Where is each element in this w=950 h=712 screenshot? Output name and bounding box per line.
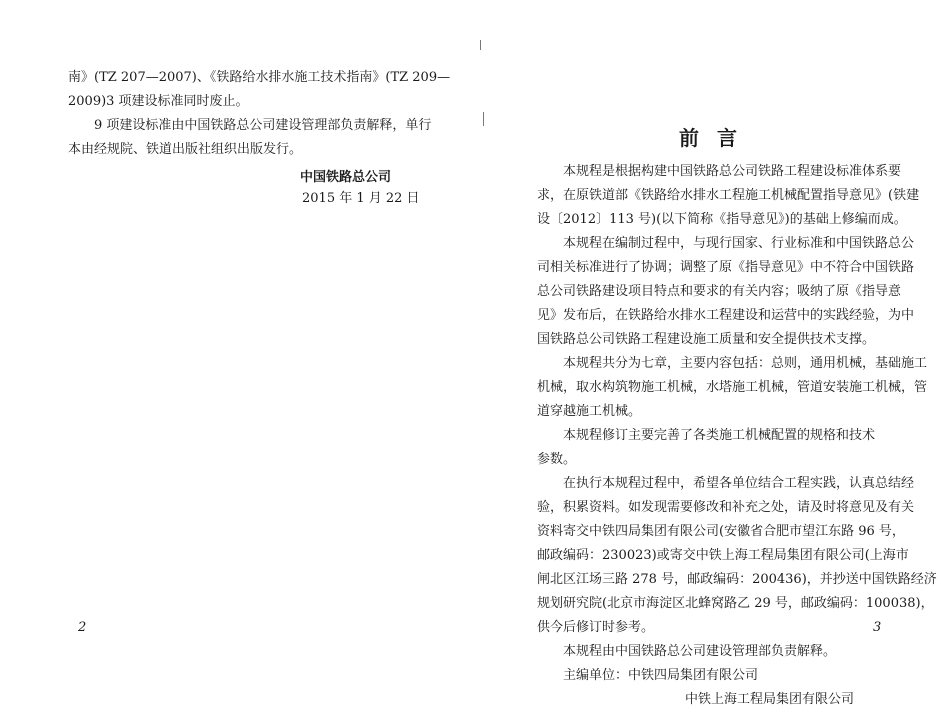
left-page-body: [68, 66, 451, 162]
body-line: 2009)3 项建设标准同时废止。: [68, 94, 249, 109]
body-line: 设〔2012〕113 号)(以下简称《指导意见》)的基础上修编而成。: [537, 212, 907, 227]
issue-date: 2015 年 1 月 22 日: [302, 191, 420, 206]
right-page-body: [537, 160, 937, 712]
page-number-left: 2: [78, 620, 87, 635]
body-line: 司相关标准进行了协调；调整了原《指导意见》中不符合中国铁路: [537, 260, 915, 275]
body-line: 机械，取水构筑物施工机械，水塔施工机械，管道安装施工机械，管: [537, 380, 928, 395]
body-line: 资料寄交中铁四局集团有限公司(安徽省合肥市望江东路 96 号，: [537, 524, 905, 539]
body-line: 南》(TZ 207—2007)、《铁路给水排水施工技术指南》(TZ 209—: [68, 70, 451, 85]
body-line: 本由经规院、铁道出版社组织出版发行。: [68, 142, 303, 157]
right-page: [475, 0, 950, 707]
body-line: 本规程是根据构建中国铁路总公司铁路工程建设标准体系要: [563, 164, 902, 179]
body-line: 国铁路总公司铁路工程建设施工质量和安全提供技术支撑。: [537, 332, 876, 347]
body-line: 验，积累资料。如发现需要修改和补充之处，请及时将意见及有关: [537, 500, 915, 515]
body-line: 本规程在编制过程中，与现行国家、行业标准和中国铁路总公: [563, 236, 915, 251]
chief-editor-line-2: 中铁上海工程局集团有限公司: [685, 692, 855, 707]
body-line: 本规程修订主要完善了各类施工机械配置的规格和技术: [563, 428, 876, 443]
body-line: 总公司铁路建设项目特点和要求的有关内容；吸纳了原《指导意: [537, 284, 902, 299]
page-title: 前言: [679, 126, 755, 150]
body-line: 求，在原铁道部《铁路给水排水工程施工机械配置指导意见》(铁建: [537, 188, 920, 203]
left-page: [0, 0, 475, 685]
chief-editor-line: 主编单位：中铁四局集团有限公司: [563, 668, 759, 683]
body-line: 本规程由中国铁路总公司建设管理部负责解释。: [563, 644, 837, 659]
body-line: 邮政编码：230023)或寄交中铁上海工程局集团有限公司(上海市: [537, 548, 909, 563]
body-line: 见》发布后，在铁路给水排水工程建设和运营中的实践经验，为中: [537, 308, 915, 323]
body-line: 闸北区江场三路 278 号，邮政编码：200436)，并抄送中国铁路经济: [537, 572, 937, 587]
page-number-right: 3: [873, 620, 882, 635]
body-line: 道穿越施工机械。: [537, 404, 642, 419]
body-line: 9 项建设标准由中国铁路总公司建设管理部负责解释，单行: [94, 118, 432, 133]
issuer-name: 中国铁路总公司: [300, 170, 392, 185]
body-line: 在执行本规程过程中，希望各单位结合工程实践，认真总结经: [563, 476, 915, 491]
body-line: 供今后修订时参考。: [537, 620, 655, 635]
body-line: 参数。: [537, 452, 577, 467]
body-line: 规划研究院(北京市海淀区北蜂窝路乙 29 号，邮政编码：100038)，: [537, 596, 934, 611]
body-line: 本规程共分为七章，主要内容包括：总则，通用机械，基础施工: [563, 356, 928, 371]
